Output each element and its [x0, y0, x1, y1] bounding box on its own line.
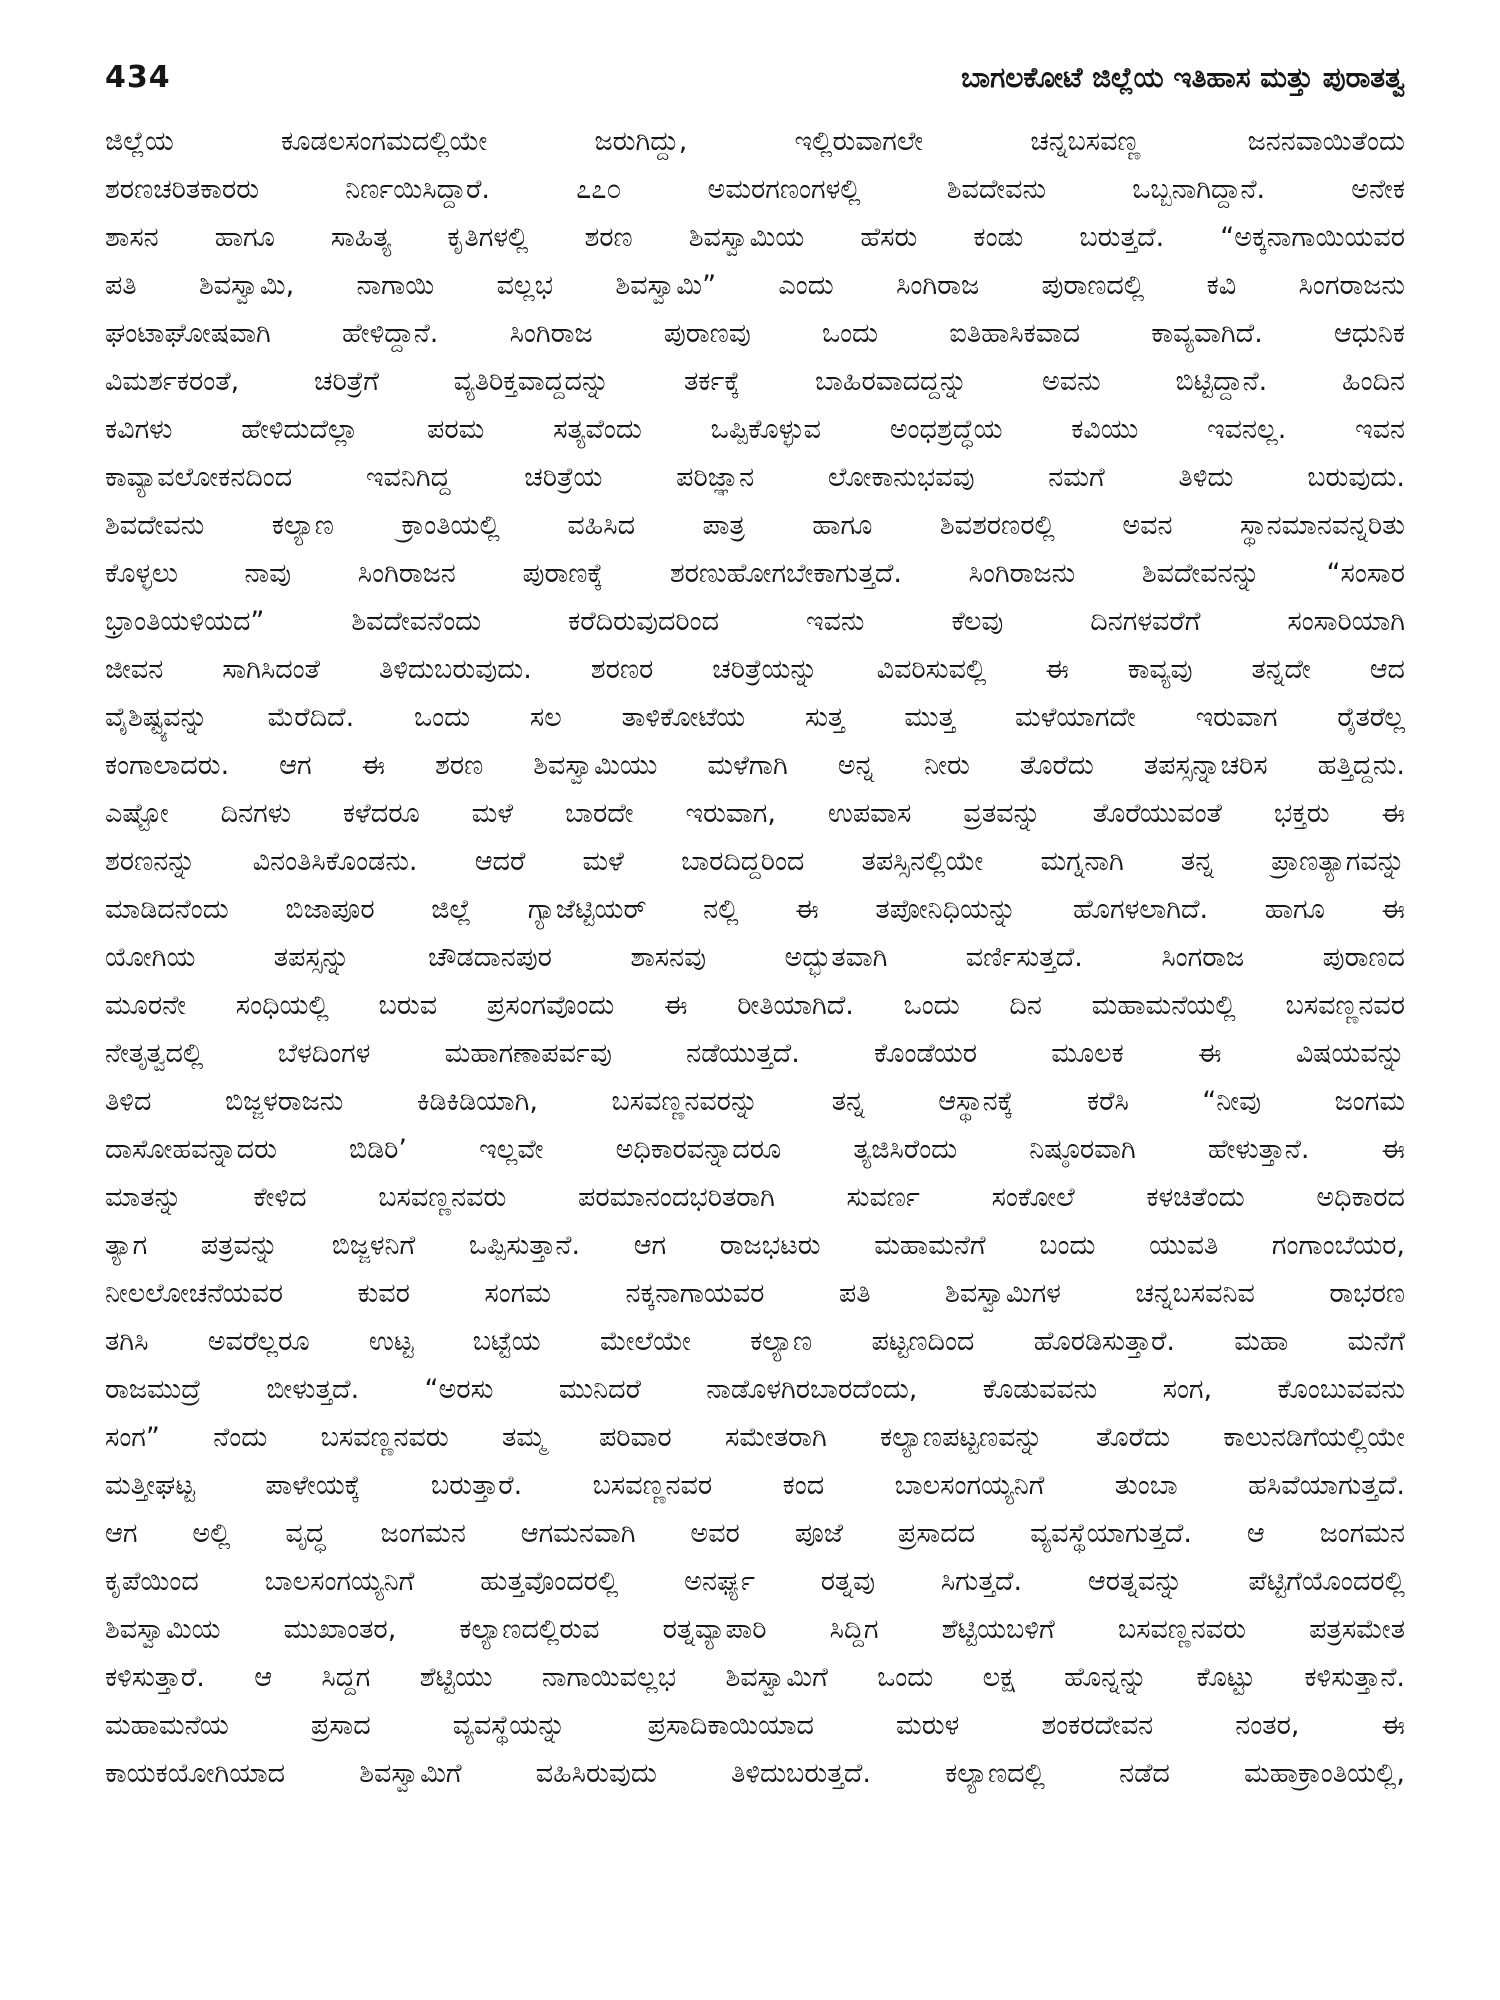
- text-line: ಮಾಡಿದನೆಂದು ಬಿಜಾಪೂರ ಜಿಲ್ಲೆ ಗ್ಯಾಜೆಟ್ಟಿಯರ್ ನಲ್ಲಿ ಈ ತಪೋನಿಧಿಯನ್ನು ಹೊಗಳಲಾಗಿದೆ. ಹಾಗೂ ಈ: [105, 894, 1405, 925]
- text-line: ಕೊಳ್ಳಲು ನಾವು ಸಿಂಗಿರಾಜನ ಪುರಾಣಕ್ಕೆ ಶರಣುಹೋಗಬೇಕಾಗುತ್ತದೆ. ಸಿಂಗಿರಾಜನು ಶಿವದೇವನನ್ನು “ಸಂಸಾರ: [105, 558, 1405, 589]
- text-line: ವಿಮರ್ಶಕರಂತೆ, ಚರಿತ್ರೆಗೆ ವ್ಯತಿರಿಕ್ತವಾದ್ದದನ್ನು ತರ್ಕಕ್ಕೆ ಬಾಹಿರವಾದದ್ದನ್ನು ಅವನು ಬಿಟ್ಟಿದ್ದಾನೆ. ಹಿಂದಿನ: [105, 366, 1405, 397]
- text-line: ಕಾಯಕಯೋಗಿಯಾದ ಶಿವಸ್ವಾಮಿಗೆ ವಹಿಸಿರುವುದು ತಿಳಿದುಬರುತ್ತದೆ. ಕಲ್ಯಾಣದಲ್ಲಿ ನಡೆದ ಮಹಾಕ್ರಾಂತಿಯಲ್ಲಿ,: [105, 1758, 1405, 1789]
- text-line: ರಾಜಮುದ್ರೆ ಬೀಳುತ್ತದೆ. “ಅರಸು ಮುನಿದರೆ ನಾಡೊಳಗಿರಬಾರದೆಂದು, ಕೊಡುವವನು ಸಂಗ, ಕೊಂಬುವವನು: [105, 1374, 1405, 1405]
- text-line: ಕಾವ್ಯಾವಲೋಕನದಿಂದ ಇವನಿಗಿದ್ದ ಚರಿತ್ರೆಯ ಪರಿಜ್ಞಾನ ಲೋಕಾನುಭವವು ನಮಗೆ ತಿಳಿದು ಬರುವುದು.: [105, 462, 1405, 493]
- text-line: ಮತ್ತೀಘಟ್ಟ ಪಾಳೇಯಕ್ಕೆ ಬರುತ್ತಾರೆ. ಬಸವಣ್ಣನವರ ಕಂದ ಬಾಲಸಂಗಯ್ಯನಿಗೆ ತುಂಬಾ ಹಸಿವೆಯಾಗುತ್ತದೆ.: [105, 1470, 1405, 1501]
- text-line: ಸಂಗ” ನೆಂದು ಬಸವಣ್ಣನವರು ತಮ್ಮ ಪರಿವಾರ ಸಮೇತರಾಗಿ ಕಲ್ಯಾಣಪಟ್ಟಣವನ್ನು ತೊರೆದು ಕಾಲುನಡಿಗೆಯಲ್ಲಿಯೇ: [105, 1422, 1405, 1453]
- text-line: ನೀಲಲೋಚನೆಯವರ ಕುವರ ಸಂಗಮ ನಕ್ಕನಾಗಾಯವರ ಪತಿ ಶಿವಸ್ವಾಮಿಗಳ ಚನ್ನಬಸವನಿವ ರಾಭರಣ: [105, 1278, 1405, 1309]
- text-line: ನೇತೃತ್ವದಲ್ಲಿ ಬೆಳದಿಂಗಳ ಮಹಾಗಣಾಪರ್ವವು ನಡೆಯುತ್ತದೆ. ಕೊಂಡೆಯರ ಮೂಲಕ ಈ ವಿಷಯವನ್ನು: [105, 1038, 1405, 1069]
- text-line: ಕಂಗಾಲಾದರು. ಆಗ ಈ ಶರಣ ಶಿವಸ್ವಾಮಿಯು ಮಳೆಗಾಗಿ ಅನ್ನ ನೀರು ತೊರೆದು ತಪಸ್ಸನ್ನಾಚರಿಸ ಹತ್ತಿದ್ದನು.: [105, 750, 1405, 781]
- text-line: ಕವಿಗಳು ಹೇಳಿದುದೆಲ್ಲಾ ಪರಮ ಸತ್ಯವೆಂದು ಒಪ್ಪಿಕೊಳ್ಳುವ ಅಂಧಶ್ರದ್ಧೆಯ ಕವಿಯು ಇವನಲ್ಲ. ಇವನ: [105, 414, 1405, 445]
- text-line: ಶಾಸನ ಹಾಗೂ ಸಾಹಿತ್ಯ ಕೃತಿಗಳಲ್ಲಿ ಶರಣ ಶಿವಸ್ವಾಮಿಯ ಹೆಸರು ಕಂಡು ಬರುತ್ತದೆ. “ಅಕ್ಕನಾಗಾಯಿಯವರ: [105, 222, 1405, 253]
- text-line: ತ್ಯಾಗ ಪತ್ರವನ್ನು ಬಿಜ್ಜಳನಿಗೆ ಒಪ್ಪಿಸುತ್ತಾನೆ. ಆಗ ರಾಜಭಟರು ಮಹಾಮನೆಗೆ ಬಂದು ಯುವತಿ ಗಂಗಾಂಬೆಯರ,: [105, 1230, 1405, 1261]
- text-line: ಜಿಲ್ಲೆಯ ಕೂಡಲಸಂಗಮದಲ್ಲಿಯೇ ಜರುಗಿದ್ದು, ಇಲ್ಲಿರುವಾಗಲೇ ಚನ್ನಬಸವಣ್ಣ ಜನನವಾಯಿತೆಂದು: [105, 126, 1405, 157]
- text-line: ತಿಳಿದ ಬಿಜ್ಜಳರಾಜನು ಕಿಡಿಕಿಡಿಯಾಗಿ, ಬಸವಣ್ಣನವರನ್ನು ತನ್ನ ಆಸ್ಥಾನಕ್ಕೆ ಕರೆಸಿ “ನೀವು ಜಂಗಮ: [105, 1086, 1405, 1117]
- body-text: [105, 118, 1405, 1798]
- running-head: [105, 60, 1405, 108]
- text-line: ದಾಸೋಹವನ್ನಾದರು ಬಿಡಿರಿ’ ಇಲ್ಲವೇ ಅಧಿಕಾರವನ್ನಾದರೂ ತ್ಯಜಿಸಿರೆಂದು ನಿಷ್ಠೂರವಾಗಿ ಹೇಳುತ್ತಾನೆ. ಈ: [105, 1134, 1405, 1165]
- text-line: ಶಿವದೇವನು ಕಲ್ಯಾಣ ಕ್ರಾಂತಿಯಲ್ಲಿ ವಹಿಸಿದ ಪಾತ್ರ ಹಾಗೂ ಶಿವಶರಣರಲ್ಲಿ ಅವನ ಸ್ಥಾನಮಾನವನ್ನರಿತು: [105, 510, 1405, 541]
- text-line: ಯೋಗಿಯ ತಪಸ್ಸನ್ನು ಚೌಡದಾನಪುರ ಶಾಸನವು ಅದ್ಭುತವಾಗಿ ವರ್ಣಿಸುತ್ತದೆ. ಸಿಂಗರಾಜ ಪುರಾಣದ: [105, 942, 1405, 973]
- text-line: ತಗಿಸಿ ಅವರೆಲ್ಲರೂ ಉಟ್ಟ ಬಟ್ಟೆಯ ಮೇಲೆಯೇ ಕಲ್ಯಾಣ ಪಟ್ಟಣದಿಂದ ಹೊರಡಿಸುತ್ತಾರೆ. ಮಹಾ ಮನೆಗೆ: [105, 1326, 1405, 1357]
- text-line: ಭ್ರಾಂತಿಯಳಿಯದ” ಶಿವದೇವನೆಂದು ಕರೆದಿರುವುದರಿಂದ ಇವನು ಕೆಲವು ದಿನಗಳವರೆಗೆ ಸಂಸಾರಿಯಾಗಿ: [105, 606, 1405, 637]
- text-line: ಜೀವನ ಸಾಗಿಸಿದಂತೆ ತಿಳಿದುಬರುವುದು. ಶರಣರ ಚರಿತ್ರೆಯನ್ನು ವಿವರಿಸುವಲ್ಲಿ ಈ ಕಾವ್ಯವು ತನ್ನದೇ ಆದ: [105, 654, 1405, 685]
- text-line: ಪತಿ ಶಿವಸ್ವಾಮಿ, ನಾಗಾಯಿ ವಲ್ಲಭ ಶಿವಸ್ವಾಮಿ” ಎಂದು ಸಿಂಗಿರಾಜ ಪುರಾಣದಲ್ಲಿ ಕವಿ ಸಿಂಗರಾಜನು: [105, 270, 1405, 301]
- text-line: ಎಷ್ಟೋ ದಿನಗಳು ಕಳೆದರೂ ಮಳೆ ಬಾರದೇ ಇರುವಾಗ, ಉಪವಾಸ ವ್ರತವನ್ನು ತೊರೆಯುವಂತೆ ಭಕ್ತರು ಈ: [105, 798, 1405, 829]
- text-line: ಮೂರನೇ ಸಂಧಿಯಲ್ಲಿ ಬರುವ ಪ್ರಸಂಗವೊಂದು ಈ ರೀತಿಯಾಗಿದೆ. ಒಂದು ದಿನ ಮಹಾಮನೆಯಲ್ಲಿ ಬಸವಣ್ಣನವರ: [105, 990, 1405, 1021]
- text-line: ಕಳಿಸುತ್ತಾರೆ. ಆ ಸಿದ್ದಗ ಶೆಟ್ಟಿಯು ನಾಗಾಯಿವಲ್ಲಭ ಶಿವಸ್ವಾಮಿಗೆ ಒಂದು ಲಕ್ಷ ಹೊನ್ನನ್ನು ಕೊಟ್ಟು ಕಳಿಸುತ್ತಾನೆ.: [105, 1662, 1405, 1693]
- text-line: ಮಾತನ್ನು ಕೇಳಿದ ಬಸವಣ್ಣನವರು ಪರಮಾನಂದಭರಿತರಾಗಿ ಸುವರ್ಣ ಸಂಕೋಲೆ ಕಳಚಿತೆಂದು ಅಧಿಕಾರದ: [105, 1182, 1405, 1213]
- document-page: [105, 60, 1405, 1798]
- text-line: ಶರಣನನ್ನು ವಿನಂತಿಸಿಕೊಂಡನು. ಆದರೆ ಮಳೆ ಬಾರದಿದ್ದರಿಂದ ತಪಸ್ಸಿನಲ್ಲಿಯೇ ಮಗ್ನನಾಗಿ ತನ್ನ ಪ್ರಾಣತ್ಯಾಗವನ್ನು: [105, 846, 1405, 877]
- text-line: ಶರಣಚರಿತಕಾರರು ನಿರ್ಣಯಿಸಿದ್ದಾರೆ. ೭೭೦ ಅಮರಗಣಂಗಳಲ್ಲಿ ಶಿವದೇವನು ಒಬ್ಬನಾಗಿದ್ದಾನೆ. ಅನೇಕ: [105, 174, 1405, 205]
- text-line: ವೈಶಿಷ್ಟ್ಯವನ್ನು ಮೆರೆದಿದೆ. ಒಂದು ಸಲ ತಾಳಿಕೋಟೆಯ ಸುತ್ತ ಮುತ್ತ ಮಳೆಯಾಗದೇ ಇರುವಾಗ ರೈತರೆಲ್ಲ: [105, 702, 1405, 733]
- text-line: ಘಂಟಾಘೋಷವಾಗಿ ಹೇಳಿದ್ದಾನೆ. ಸಿಂಗಿರಾಜ ಪುರಾಣವು ಒಂದು ಐತಿಹಾಸಿಕವಾದ ಕಾವ್ಯವಾಗಿದೆ. ಆಧುನಿಕ: [105, 318, 1405, 349]
- book-title: ಬಾಗಲಕೋಟೆ ಜಿಲ್ಲೆಯ ಇತಿಹಾಸ ಮತ್ತು ಪುರಾತತ್ವ: [961, 61, 1405, 94]
- page-number: 434: [105, 60, 171, 95]
- text-line: ಮಹಾಮನೆಯ ಪ್ರಸಾದ ವ್ಯವಸ್ಥೆಯನ್ನು ಪ್ರಸಾದಿಕಾಯಿಯಾದ ಮರುಳ ಶಂಕರದೇವನ ನಂತರ, ಈ: [105, 1710, 1405, 1741]
- text-line: ಆಗ ಅಲ್ಲಿ ವೃದ್ಧ ಜಂಗಮನ ಆಗಮನವಾಗಿ ಅವರ ಪೂಜೆ ಪ್ರಸಾದದ ವ್ಯವಸ್ಥೆಯಾಗುತ್ತದೆ. ಆ ಜಂಗಮನ: [105, 1518, 1405, 1549]
- text-line: ಕೃಪೆಯಿಂದ ಬಾಲಸಂಗಯ್ಯನಿಗೆ ಹುತ್ತವೊಂದರಲ್ಲಿ ಅನರ್ಘ್ಯ ರತ್ನವು ಸಿಗುತ್ತದೆ. ಆರತ್ನವನ್ನು ಪೆಟ್ಟಿಗೆಯೊಂದರಲ್ಲಿ: [105, 1566, 1405, 1597]
- text-line: ಶಿವಸ್ವಾಮಿಯ ಮುಖಾಂತರ, ಕಲ್ಯಾಣದಲ್ಲಿರುವ ರತ್ನವ್ಯಾಪಾರಿ ಸಿದ್ದಿಗ ಶೆಟ್ಟಿಯಬಳಿಗೆ ಬಸವಣ್ಣನವರು ಪತ್ರಸಮೇತ: [105, 1614, 1405, 1645]
